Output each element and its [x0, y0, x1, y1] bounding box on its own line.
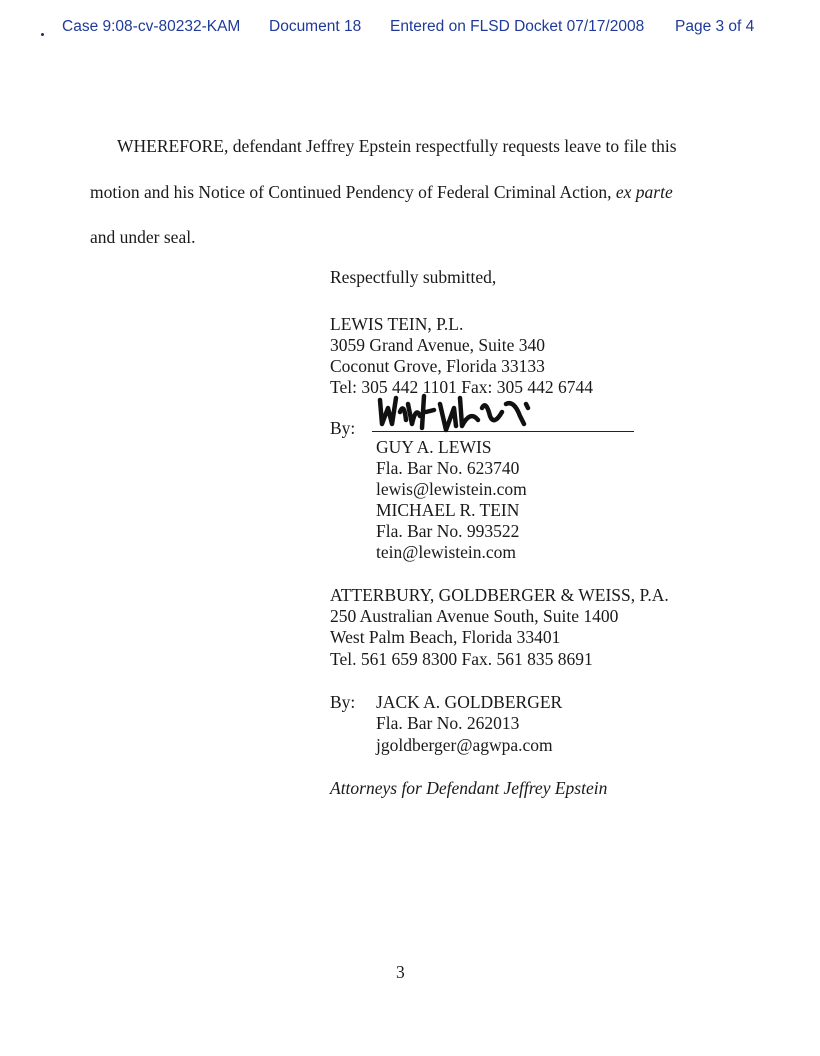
by-label-2: By:	[330, 692, 356, 712]
body-line-2-text: motion and his Notice of Continued Pendency of Federal Criminal Action,	[90, 182, 616, 202]
body-line-2	[90, 181, 673, 203]
firm1-address2: Coconut Grove, Florida 33133	[330, 356, 545, 376]
by-label-1: By:	[330, 418, 356, 438]
attorney-email: jgoldberger@agwpa.com	[376, 735, 553, 755]
attorney-name-jack-goldberger: JACK A. GOLDBERGER	[376, 692, 563, 712]
docket-header-stamp	[62, 18, 762, 38]
page-of-pages: Page 3 of 4	[675, 18, 755, 35]
handwritten-signature	[374, 390, 534, 434]
attorneys-for-line: Attorneys for Defendant Jeffrey Epstein	[330, 778, 608, 798]
attorney-bar-number: Fla. Bar No. 623740	[376, 458, 520, 478]
firm2-address1: 250 Australian Avenue South, Suite 1400	[330, 606, 619, 626]
scan-mark	[41, 33, 44, 36]
ex-parte-text: ex parte	[615, 182, 673, 202]
firm2-phone: Tel. 561 659 8300 Fax. 561 835 8691	[330, 649, 593, 669]
page-number: 3	[396, 962, 405, 982]
case-number: Case 9:08-cv-80232-KAM	[62, 18, 241, 35]
firm1-address1: 3059 Grand Avenue, Suite 340	[330, 335, 545, 355]
firm2-address2: West Palm Beach, Florida 33401	[330, 627, 561, 647]
attorney-email: tein@lewistein.com	[376, 542, 517, 562]
firm1-name: LEWIS TEIN, P.L.	[330, 314, 464, 334]
attorney-bar-number: Fla. Bar No. 993522	[376, 521, 520, 541]
firm1-phone: Tel: 305 442 1101 Fax: 305 442 6744	[330, 377, 594, 397]
attorney-name-michael-tein: MICHAEL R. TEIN	[376, 500, 520, 520]
document-number: Document 18	[269, 18, 362, 35]
docket-entry-date: Entered on FLSD Docket 07/17/2008	[390, 18, 645, 35]
attorney-bar-number: Fla. Bar No. 262013	[376, 713, 520, 733]
attorney-name-guy-lewis: GUY A. LEWIS	[376, 437, 492, 457]
body-line-3: and under seal.	[90, 227, 196, 247]
closing-text: Respectfully submitted,	[330, 267, 497, 287]
firm2-name: ATTERBURY, GOLDBERGER & WEISS, P.A.	[330, 585, 669, 605]
body-line-1: WHEREFORE, defendant Jeffrey Epstein respectfully requests leave to file this	[117, 136, 677, 156]
attorney-email: lewis@lewistein.com	[376, 479, 527, 499]
